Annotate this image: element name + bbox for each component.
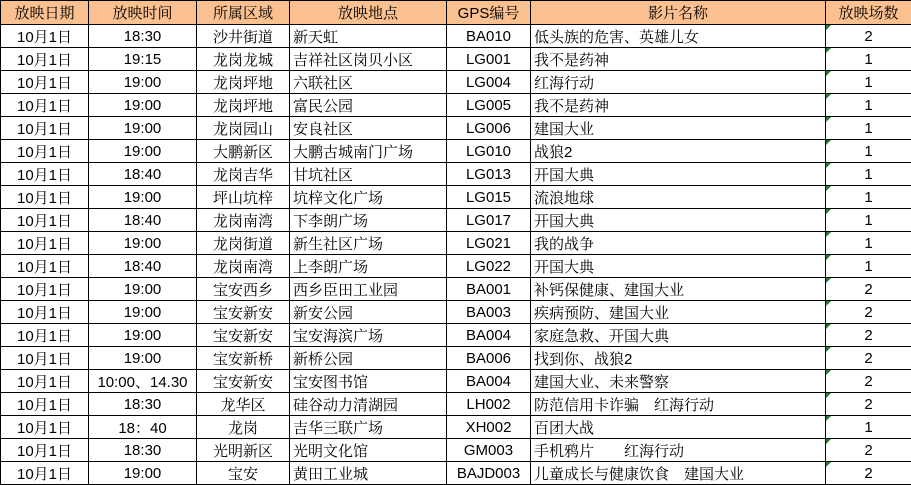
table-cell[interactable]: 宝安西乡	[197, 278, 290, 301]
table-cell[interactable]: 10月1日	[1, 462, 89, 485]
column-header[interactable]: 放映地点	[290, 1, 447, 25]
table-cell[interactable]: 新桥公园	[290, 347, 447, 370]
number-stored-as-text-indicator-icon	[826, 186, 831, 191]
table-row	[1, 347, 911, 370]
table-cell[interactable]: 10月1日	[1, 232, 89, 255]
table-cell[interactable]: LG006	[447, 117, 531, 140]
number-stored-as-text-indicator-icon	[826, 140, 831, 145]
table-cell[interactable]: 大鹏新区	[197, 140, 290, 163]
table-cell[interactable]: 10月1日	[1, 48, 89, 71]
table-cell[interactable]: 10月1日	[1, 140, 89, 163]
table-cell[interactable]: 2	[826, 462, 911, 485]
column-header[interactable]: 所属区域	[197, 1, 290, 25]
table-cell[interactable]: 宝安海滨广场	[290, 324, 447, 347]
table-cell[interactable]: BA004	[447, 370, 531, 393]
table-row	[1, 117, 911, 140]
table-cell[interactable]: 10月1日	[1, 186, 89, 209]
table-cell[interactable]: 2	[826, 25, 911, 48]
table-cell[interactable]: 18：40	[89, 416, 197, 439]
table-cell[interactable]: 吉祥社区岗贝小区	[290, 48, 447, 71]
table-row	[1, 25, 911, 48]
table-cell[interactable]: 18:30	[89, 393, 197, 416]
column-header[interactable]: 放映日期	[1, 1, 89, 25]
table-cell[interactable]: 10月1日	[1, 301, 89, 324]
table-cell[interactable]: 1	[826, 163, 911, 186]
table-cell[interactable]: 宝安	[197, 462, 290, 485]
table-cell[interactable]: 龙岗吉华	[197, 163, 290, 186]
column-header[interactable]: 放映时间	[89, 1, 197, 25]
table-cell[interactable]: 2	[826, 301, 911, 324]
table-cell[interactable]: 硅谷动力清湖园	[290, 393, 447, 416]
table-cell[interactable]: 19:00	[89, 140, 197, 163]
table-cell[interactable]: 1	[826, 140, 911, 163]
number-stored-as-text-indicator-icon	[826, 25, 831, 30]
table-cell[interactable]: 宝安图书馆	[290, 370, 447, 393]
table-cell[interactable]: 10月1日	[1, 117, 89, 140]
table-cell[interactable]: 富民公园	[290, 94, 447, 117]
table-cell[interactable]: 10月1日	[1, 25, 89, 48]
table-cell[interactable]: 龙岗坪地	[197, 71, 290, 94]
table-cell[interactable]: 宝安新安	[197, 301, 290, 324]
table-cell[interactable]: 龙岗园山	[197, 117, 290, 140]
table-cell[interactable]: 防范信用卡诈骗 红海行动	[531, 393, 826, 416]
table-cell[interactable]: LG017	[447, 209, 531, 232]
table-cell[interactable]: 家庭急救、开国大典	[531, 324, 826, 347]
table-cell[interactable]: 19:00	[89, 462, 197, 485]
table-cell[interactable]: 10月1日	[1, 278, 89, 301]
table-cell[interactable]: 2	[826, 370, 911, 393]
table-cell[interactable]: 开国大典	[531, 163, 826, 186]
table-cell[interactable]: LG004	[447, 71, 531, 94]
table-row	[1, 209, 911, 232]
table-cell[interactable]: LG001	[447, 48, 531, 71]
table-cell[interactable]: 2	[826, 393, 911, 416]
number-stored-as-text-indicator-icon	[826, 48, 831, 53]
table-cell[interactable]: 18:40	[89, 255, 197, 278]
table-cell[interactable]: 19:00	[89, 94, 197, 117]
table-cell[interactable]: XH002	[447, 416, 531, 439]
table-body	[1, 25, 911, 485]
table-cell[interactable]: 10月1日	[1, 416, 89, 439]
table-cell[interactable]: 我不是药神	[531, 48, 826, 71]
number-stored-as-text-indicator-icon	[826, 439, 831, 444]
table-cell[interactable]: 下李朗广场	[290, 209, 447, 232]
table-cell[interactable]: 开国大典	[531, 209, 826, 232]
table-cell[interactable]: LG010	[447, 140, 531, 163]
number-stored-as-text-indicator-icon	[826, 232, 831, 237]
table-cell[interactable]: 19:00	[89, 117, 197, 140]
table-row	[1, 278, 911, 301]
table-cell[interactable]: 10月1日	[1, 393, 89, 416]
table-cell[interactable]: 10月1日	[1, 209, 89, 232]
table-cell[interactable]: 1	[826, 255, 911, 278]
table-cell[interactable]: 甘坑社区	[290, 163, 447, 186]
table-cell[interactable]: 10月1日	[1, 347, 89, 370]
table-cell[interactable]: 流浪地球	[531, 186, 826, 209]
number-stored-as-text-indicator-icon	[826, 347, 831, 352]
table-cell[interactable]: 10月1日	[1, 439, 89, 462]
table-cell[interactable]: 18:40	[89, 163, 197, 186]
table-cell[interactable]: 10月1日	[1, 94, 89, 117]
table-cell[interactable]: 龙岗	[197, 416, 290, 439]
table-cell[interactable]: 19:00	[89, 71, 197, 94]
number-stored-as-text-indicator-icon	[826, 462, 831, 467]
table-cell[interactable]: 2	[826, 324, 911, 347]
table-cell[interactable]: BA004	[447, 324, 531, 347]
table-row	[1, 163, 911, 186]
table-cell[interactable]: BA003	[447, 301, 531, 324]
number-stored-as-text-indicator-icon	[826, 71, 831, 76]
table-cell[interactable]: 10月1日	[1, 324, 89, 347]
table-cell[interactable]: 1	[826, 71, 911, 94]
table-cell[interactable]: 1	[826, 232, 911, 255]
table-cell[interactable]: 安良社区	[290, 117, 447, 140]
column-header[interactable]: 影片名称	[531, 1, 826, 25]
table-row	[1, 416, 911, 439]
table-cell[interactable]: 19:00	[89, 347, 197, 370]
table-cell[interactable]: 龙岗坪地	[197, 94, 290, 117]
table-cell[interactable]: 19:00	[89, 232, 197, 255]
table-cell[interactable]: 龙岗南湾	[197, 255, 290, 278]
table-cell[interactable]: BA006	[447, 347, 531, 370]
table-cell[interactable]: 2	[826, 347, 911, 370]
table-row	[1, 255, 911, 278]
table-cell[interactable]: 18:30	[89, 25, 197, 48]
number-stored-as-text-indicator-icon	[826, 94, 831, 99]
table-cell[interactable]: BAJD003	[447, 462, 531, 485]
table-cell[interactable]: 1	[826, 94, 911, 117]
table-cell[interactable]: GM003	[447, 439, 531, 462]
table-cell[interactable]: 10月1日	[1, 255, 89, 278]
table-cell[interactable]: BA001	[447, 278, 531, 301]
table-cell[interactable]: 红海行动	[531, 71, 826, 94]
table-cell[interactable]: 西乡臣田工业园	[290, 278, 447, 301]
table-cell[interactable]: LG021	[447, 232, 531, 255]
header-row	[1, 1, 911, 25]
number-stored-as-text-indicator-icon	[826, 324, 831, 329]
table-cell[interactable]: 19:00	[89, 186, 197, 209]
table-cell[interactable]: 吉华三联广场	[290, 416, 447, 439]
table-cell[interactable]: 手机鸦片 红海行动	[531, 439, 826, 462]
table-cell[interactable]: 我的战争	[531, 232, 826, 255]
table-cell[interactable]: 1	[826, 48, 911, 71]
table-cell[interactable]: LH002	[447, 393, 531, 416]
table-row	[1, 232, 911, 255]
table-cell[interactable]: 19:00	[89, 324, 197, 347]
number-stored-as-text-indicator-icon	[826, 301, 831, 306]
table-cell[interactable]: LG005	[447, 94, 531, 117]
table-cell[interactable]: 1	[826, 416, 911, 439]
table-row	[1, 324, 911, 347]
column-header[interactable]: 放映场数	[826, 1, 911, 25]
table-cell[interactable]: 龙岗南湾	[197, 209, 290, 232]
table-cell[interactable]: 龙岗龙城	[197, 48, 290, 71]
table-cell[interactable]: 找到你、战狼2	[531, 347, 826, 370]
table-row	[1, 48, 911, 71]
table-cell[interactable]: 上李朗广场	[290, 255, 447, 278]
table-cell[interactable]: 2	[826, 278, 911, 301]
number-stored-as-text-indicator-icon	[826, 278, 831, 283]
table-cell[interactable]: 坑梓文化广场	[290, 186, 447, 209]
number-stored-as-text-indicator-icon	[826, 370, 831, 375]
table-cell[interactable]: 18:30	[89, 439, 197, 462]
table-cell[interactable]: 黄田工业城	[290, 462, 447, 485]
table-cell[interactable]: 1	[826, 117, 911, 140]
table-row	[1, 94, 911, 117]
table-cell[interactable]: 沙井街道	[197, 25, 290, 48]
column-header[interactable]: GPS编号	[447, 1, 531, 25]
table-cell[interactable]: 宝安新安	[197, 324, 290, 347]
table-cell[interactable]: 疾病预防、建国大业	[531, 301, 826, 324]
table-row	[1, 393, 911, 416]
table-cell[interactable]: 1	[826, 186, 911, 209]
number-stored-as-text-indicator-icon	[826, 117, 831, 122]
table-cell[interactable]: 龙岗街道	[197, 232, 290, 255]
table-cell[interactable]: 新安公园	[290, 301, 447, 324]
table-cell[interactable]: 百团大战	[531, 416, 826, 439]
table-cell[interactable]: 10:00、14.30	[89, 370, 197, 393]
table-row	[1, 439, 911, 462]
table-cell[interactable]: 宝安新安	[197, 370, 290, 393]
number-stored-as-text-indicator-icon	[826, 416, 831, 421]
number-stored-as-text-indicator-icon	[826, 163, 831, 168]
number-stored-as-text-indicator-icon	[826, 209, 831, 214]
number-stored-as-text-indicator-icon	[826, 255, 831, 260]
table-cell[interactable]: 战狼2	[531, 140, 826, 163]
table-cell[interactable]: LG015	[447, 186, 531, 209]
number-stored-as-text-indicator-icon	[826, 393, 831, 398]
table-row	[1, 140, 911, 163]
table-cell[interactable]: 2	[826, 439, 911, 462]
table-cell[interactable]: 新天虹	[290, 25, 447, 48]
table-row	[1, 462, 911, 485]
table-cell[interactable]: 10月1日	[1, 163, 89, 186]
table-row	[1, 71, 911, 94]
table-cell[interactable]: LG013	[447, 163, 531, 186]
table-cell[interactable]: 大鹏古城南门广场	[290, 140, 447, 163]
table-cell[interactable]: 坪山坑梓	[197, 186, 290, 209]
table-cell[interactable]: 19:00	[89, 301, 197, 324]
table-cell[interactable]: 19:00	[89, 278, 197, 301]
table-cell[interactable]: 低头族的危害、英雄儿女	[531, 25, 826, 48]
table-row	[1, 301, 911, 324]
table-cell[interactable]: 18:40	[89, 209, 197, 232]
table-cell[interactable]: 建国大业	[531, 117, 826, 140]
table-cell[interactable]: 10月1日	[1, 370, 89, 393]
table-cell[interactable]: 宝安新桥	[197, 347, 290, 370]
table-row	[1, 370, 911, 393]
table-cell[interactable]: 19:15	[89, 48, 197, 71]
table-cell[interactable]: 六联社区	[290, 71, 447, 94]
table-cell[interactable]: 补钙保健康、建国大业	[531, 278, 826, 301]
table-cell[interactable]: 建国大业、未来警察	[531, 370, 826, 393]
table-cell[interactable]: 光明文化馆	[290, 439, 447, 462]
table-cell[interactable]: 1	[826, 209, 911, 232]
table-cell[interactable]: 开国大典	[531, 255, 826, 278]
table-cell[interactable]: 新生社区广场	[290, 232, 447, 255]
table-cell[interactable]: BA010	[447, 25, 531, 48]
table-cell[interactable]: 龙华区	[197, 393, 290, 416]
table-cell[interactable]: 10月1日	[1, 71, 89, 94]
table-cell[interactable]: LG022	[447, 255, 531, 278]
table-cell[interactable]: 光明新区	[197, 439, 290, 462]
table-cell[interactable]: 我不是药神	[531, 94, 826, 117]
table-row	[1, 186, 911, 209]
table-cell[interactable]: 儿童成长与健康饮食 建国大业	[531, 462, 826, 485]
